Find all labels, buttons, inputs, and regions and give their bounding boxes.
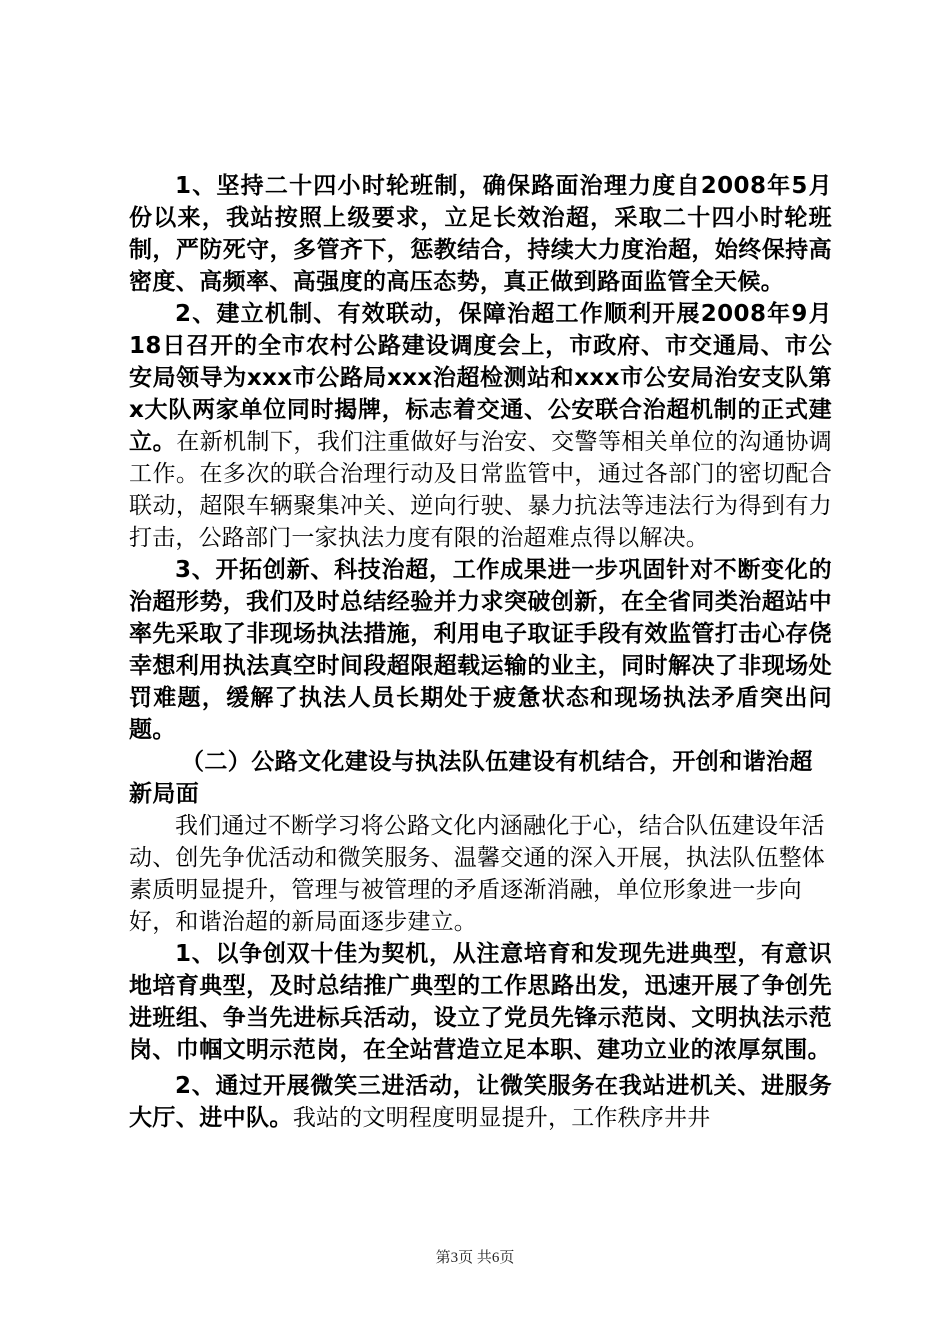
document-body [129,170,832,1134]
paragraph-text-bold: 2、建立机制、有效联动，保障治超工作顺利开展2008年9月18日召开的全市农村公路建设调度会上，市政府、市交通局、市公安局领导为xxx市公路局xxx治超检测站和xxx市公安局治安支队第x大队两家单位同时揭牌，标志着交通、公安联合治超机制的正式建立。 [129,301,832,455]
section-heading: （二）公路文化建设与执法队伍建设有机结合，开创和谐治超新局面 [129,749,813,807]
paragraph-text: 1、坚持二十四小时轮班制，确保路面治理力度自2008年5月份以来，我站按照上级要求，立足长效治超，采取二十四小时轮班制，严防死守，多管齐下，惩教结合，持续大力度治超，始终保持高密度、高频率、高强度的高压态势，真正做到路面监管全天候。 [129,173,832,295]
paragraph-culture-intro: 我们通过不断学习将公路文化内涵融化于心，结合队伍建设年活动、创先争优活动和微笑服务、温馨交通的深入开展，执法队伍整体素质明显提升，管理与被管理的矛盾逐渐消融，单位形象进一步向好，和谐治超的新局面逐步建立。 [129,813,825,935]
paragraph-tech-enforcement [129,554,832,746]
paragraph-linkage-mechanism [129,298,832,554]
paragraph-double-ten [129,938,832,1066]
paragraph-text: 1、以争创双十佳为契机，从注意培育和发现先进典型，有意识地培育典型，及时总结推广典型的工作思路出发，迅速开展了争创先进班组、争当先进标兵活动，设立了党员先锋示范岗、文明执法示范岗、巾帼文明示范岗，在全站营造立足本职、建功立业的浓厚氛围。 [129,941,832,1063]
paragraph-text-plain: 在新机制下，我们注重做好与治安、交警等相关单位的沟通协调工作。在多次的联合治理行动及日常监管中，通过各部门的密切配合联动，超限车辆聚集冲关、逆向行驶、暴力抗法等违法行为得到有力打击，公路部门一家执法力度有限的治超难点得以解决。 [129,429,832,551]
paragraph-text: 3、开拓创新、科技治超，工作成果进一步巩固针对不断变化的治超形势，我们及时总结经验并力求突破创新，在全省同类治超站中率先采取了非现场执法措施，利用电子取证手段有效监管打击心存侥幸想利用执法真空时间段超限超载运输的业主，同时解决了非现场处罚难题，缓解了执法人员长期处于疲惫状态和现场执法矛盾突出问题。 [129,557,832,743]
paragraph-text-plain: 我站的文明程度明显提升，工作秩序井井 [292,1105,711,1131]
paragraph-smile-service [129,1070,832,1134]
paragraph-shift-system [129,170,832,298]
paragraph-text-bold: 2、通过开展微笑三进活动，让微笑服务在我站进机关、进服务大厅、进中队。 [129,1073,832,1131]
page-number-footer: 第3页 共6页 [435,1250,515,1266]
